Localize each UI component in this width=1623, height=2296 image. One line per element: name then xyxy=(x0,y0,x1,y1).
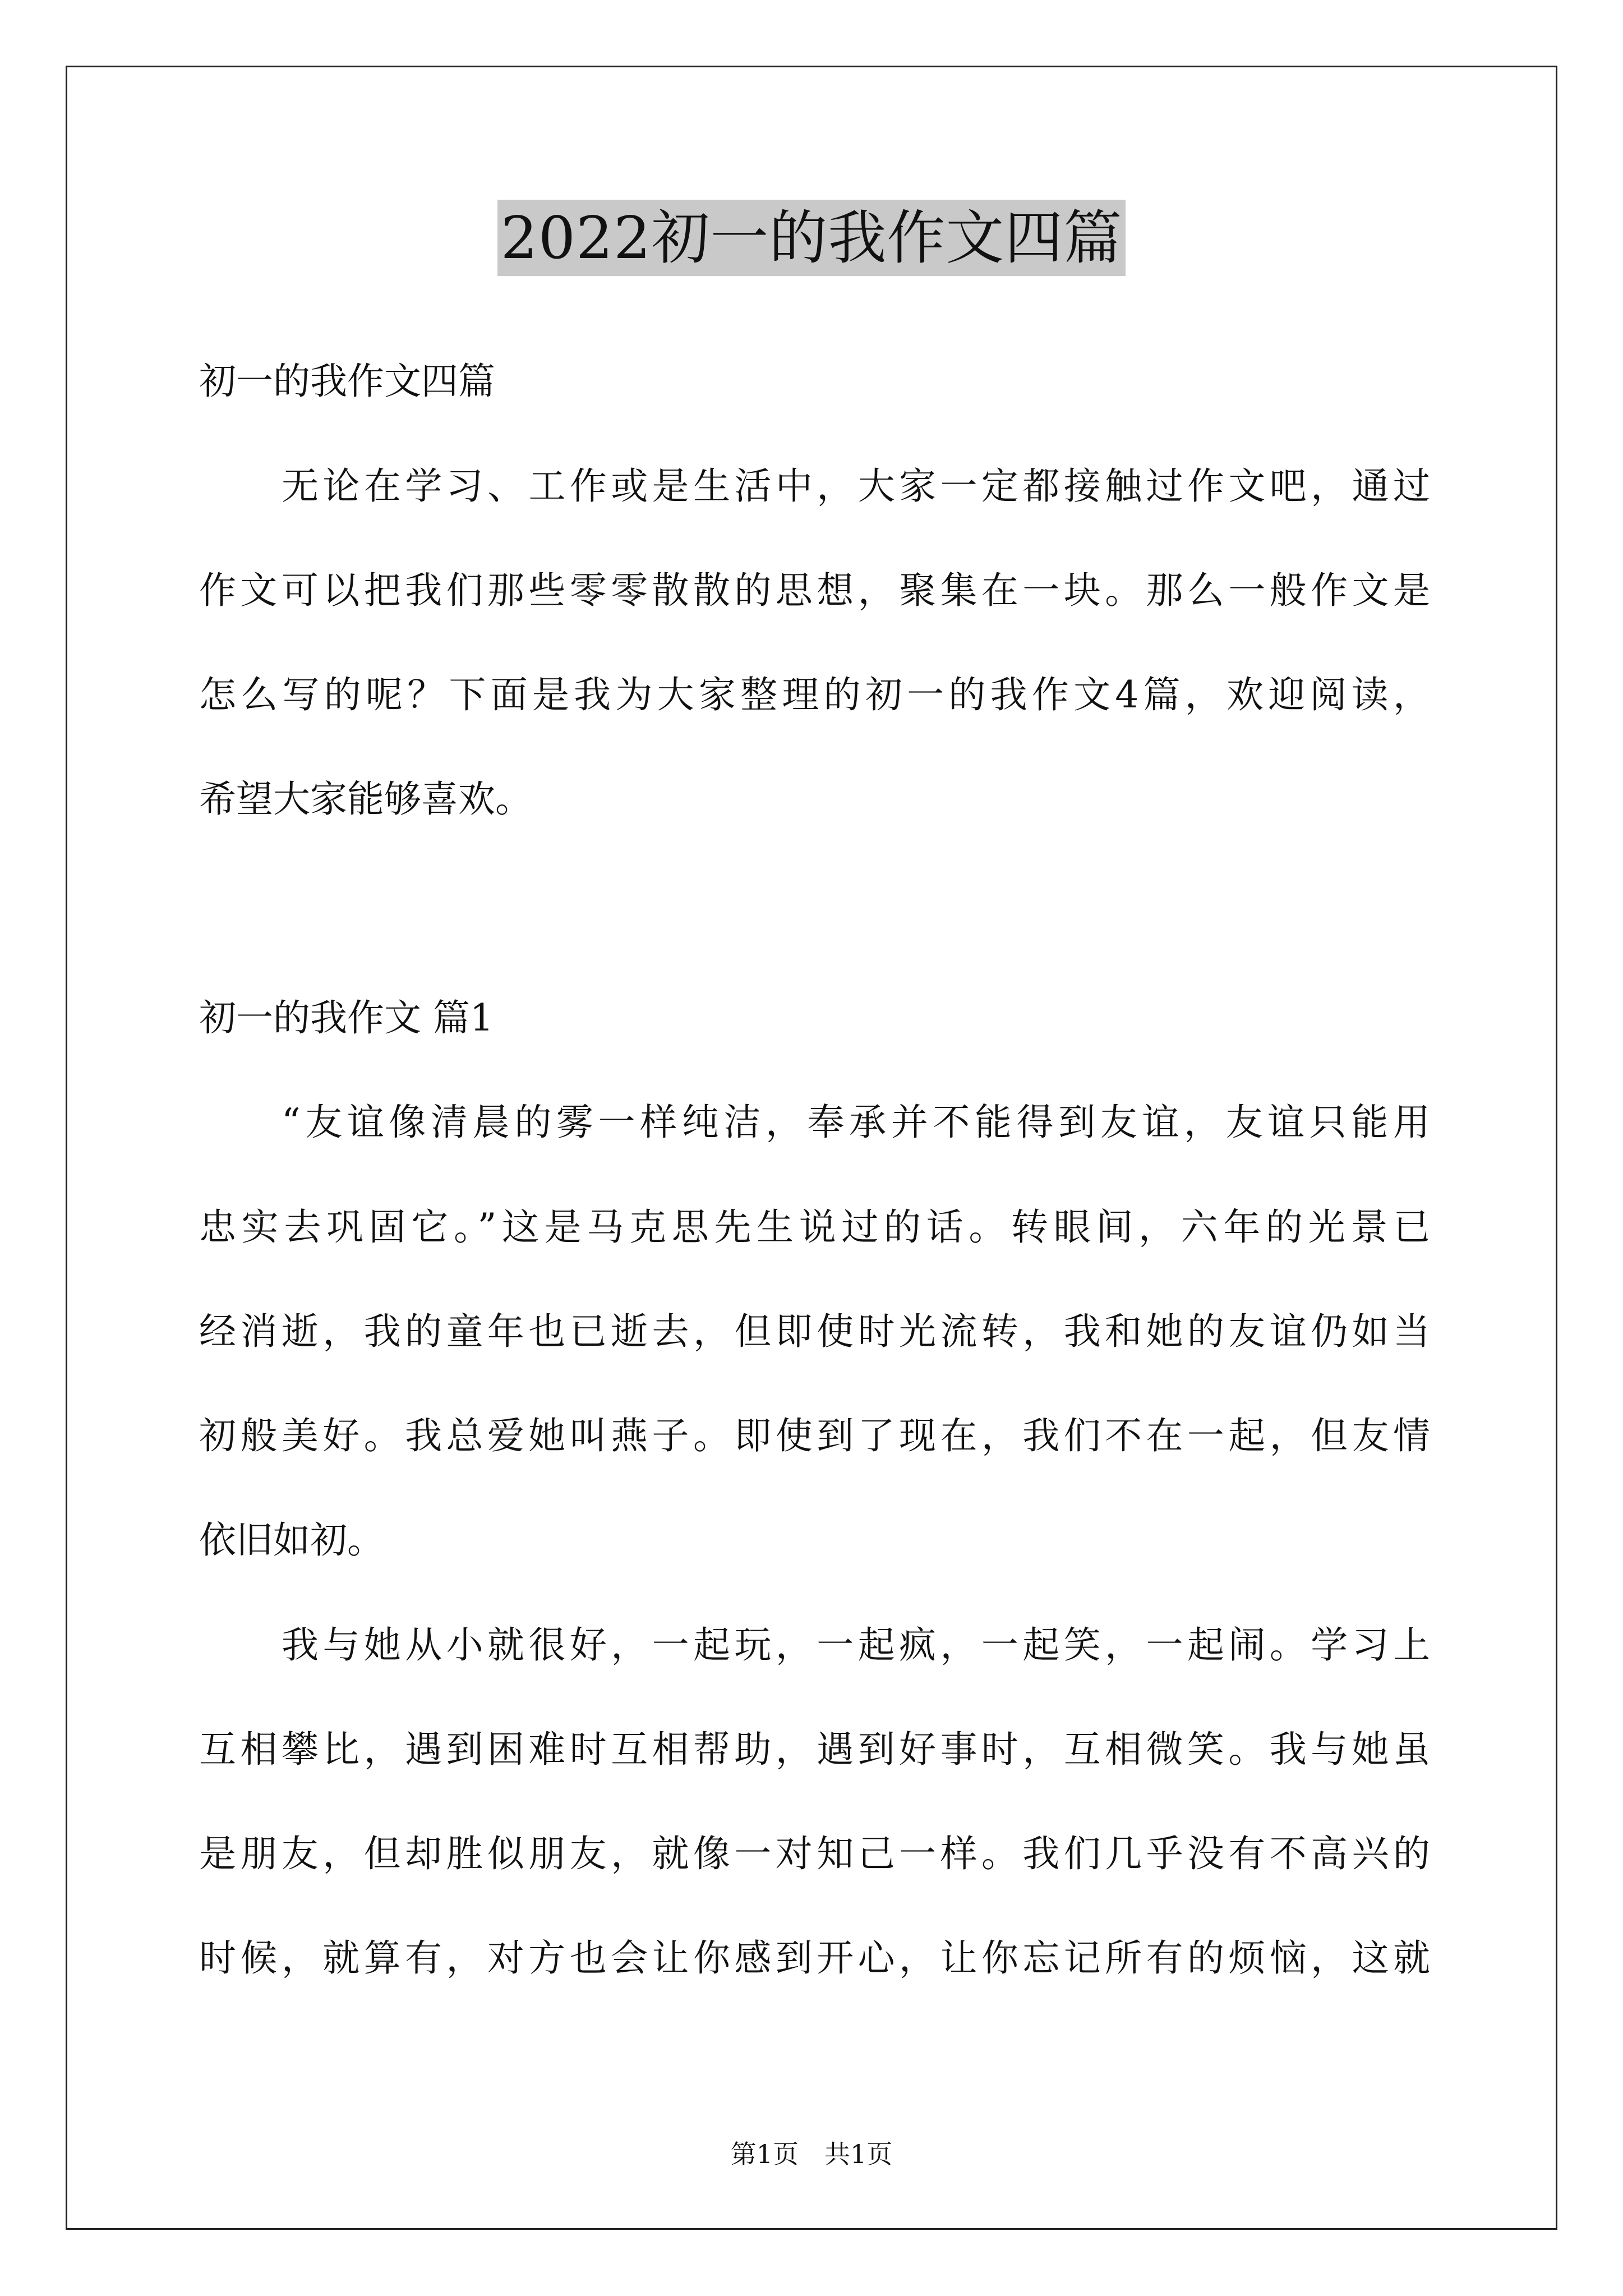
document-subtitle: 初一的我作文四篇 xyxy=(199,360,495,403)
intro-line: 怎么写的呢？下面是我为大家整理的初一的我作文4篇，欢迎阅读， xyxy=(199,673,1430,716)
paragraph-line: 初般美好。我总爱她叫燕子。即使到了现在，我们不在一起，但友情 xyxy=(199,1414,1430,1457)
paragraph-line: 是朋友，但却胜似朋友，就像一对知己一样。我们几乎没有不高兴的 xyxy=(199,1832,1430,1875)
section-heading: 初一的我作文 篇1 xyxy=(199,996,494,1039)
paragraph-line: “友谊像清晨的雾一样纯洁，奉承并不能得到友谊，友谊只能用 xyxy=(282,1101,1430,1144)
title-container xyxy=(0,200,1623,276)
paragraph-line: 时候，就算有，对方也会让你感到开心，让你忘记所有的烦恼，这就 xyxy=(199,1936,1430,1980)
document-title: 2022初一的我作文四篇 xyxy=(497,200,1126,276)
paragraph-line: 依旧如初。 xyxy=(199,1519,384,1562)
intro-line: 作文可以把我们那些零零散散的思想，聚集在一块。那么一般作文是 xyxy=(199,569,1430,612)
intro-line: 希望大家能够喜欢。 xyxy=(199,777,532,821)
page-footer: 第1页 共1页 xyxy=(730,2139,893,2169)
paragraph-line: 互相攀比，遇到困难时互相帮助，遇到好事时，互相微笑。我与她虽 xyxy=(199,1728,1430,1771)
paragraph-line: 忠实去巩固它。”这是马克思先生说过的话。转眼间，六年的光景已 xyxy=(199,1205,1430,1249)
paragraph-line: 经消逝，我的童年也已逝去，但即使时光流转，我和她的友谊仍如当 xyxy=(199,1310,1430,1353)
paragraph-line: 我与她从小就很好，一起玩，一起疯，一起笑，一起闹。学习上 xyxy=(282,1623,1430,1667)
intro-line: 无论在学习、工作或是生活中，大家一定都接触过作文吧，通过 xyxy=(282,464,1430,508)
